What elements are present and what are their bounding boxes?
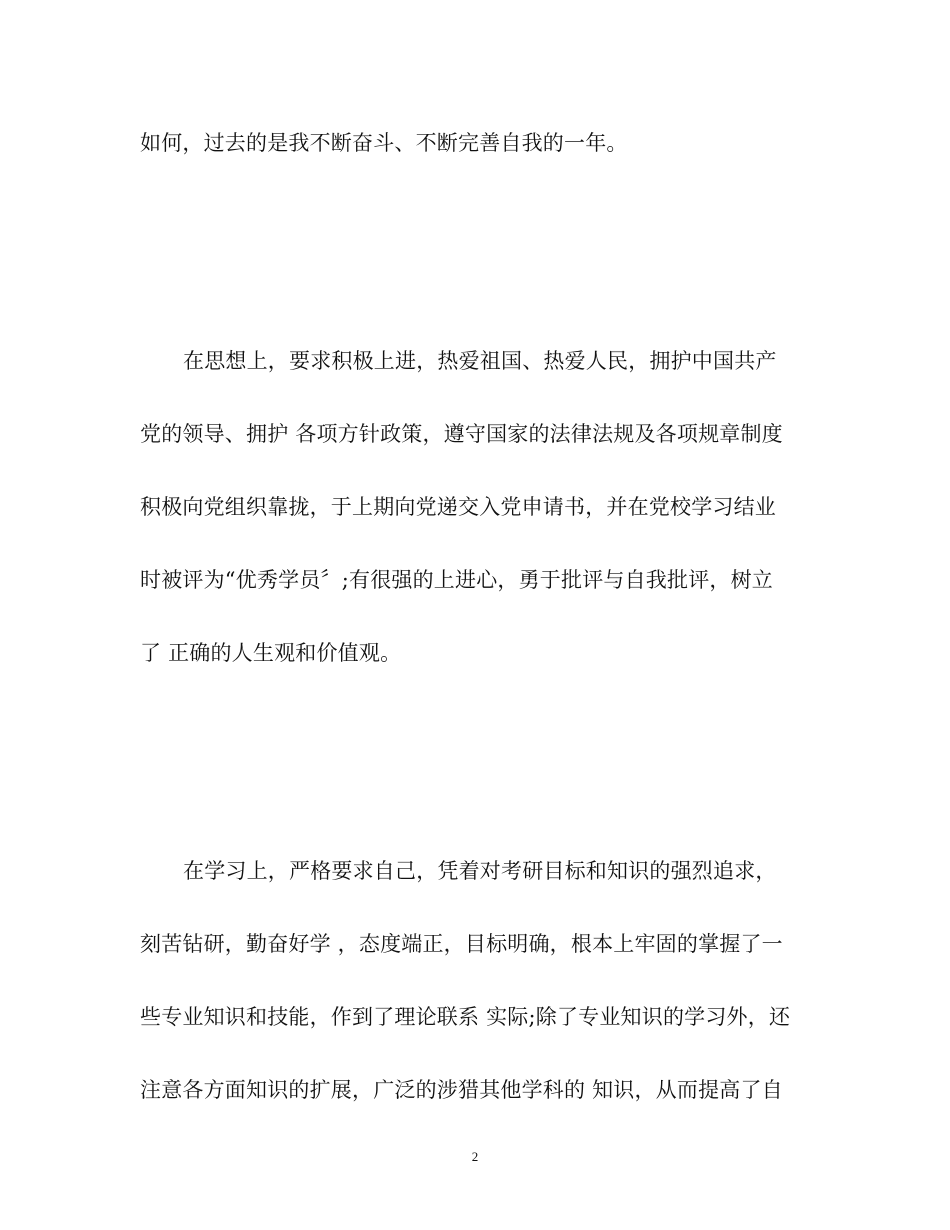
paragraph-3-line-4: 注意各方面知识的扩展，广泛的涉猎其他学科的 知识，从而提高了自 [140, 1078, 783, 1102]
paragraph-2-line-3: 积极向党组织靠拢，于上期向党递交入党申请书，并在党校学习结业 [140, 495, 776, 519]
paragraph-2-line-2: 党的领导、拥护 各项方针政策，遵守国家的法律法规及各项规章制度 [140, 422, 783, 446]
paragraph-3-line-1: 在学习上，严格要求自己，凭着对考研目标和知识的强烈追求， [183, 859, 777, 883]
paragraph-3-line-3: 些专业知识和技能，作到了理论联系 实际;除了专业知识的学习外，还 [140, 1005, 791, 1029]
paragraph-2-line-1: 在思想上，要求积极上进，热爱祖国、热爱人民，拥护中国共产 [183, 349, 777, 373]
paragraph-2-line-5: 了 正确的人生观和价值观。 [140, 641, 402, 665]
paragraph-1-line-1: 如何，过去的是我不断奋斗、不断完善自我的一年。 [140, 131, 628, 155]
page-number: 2 [471, 1149, 479, 1164]
paragraph-3-line-2: 刻苦钻研，勤奋好学 ，态度端正，目标明确，根本上牢固的掌握了一 [140, 932, 783, 956]
paragraph-2-line-4: 时被评为“优秀学员〞;有很强的上进心，勇于批评与自我批评，树立 [140, 568, 774, 592]
